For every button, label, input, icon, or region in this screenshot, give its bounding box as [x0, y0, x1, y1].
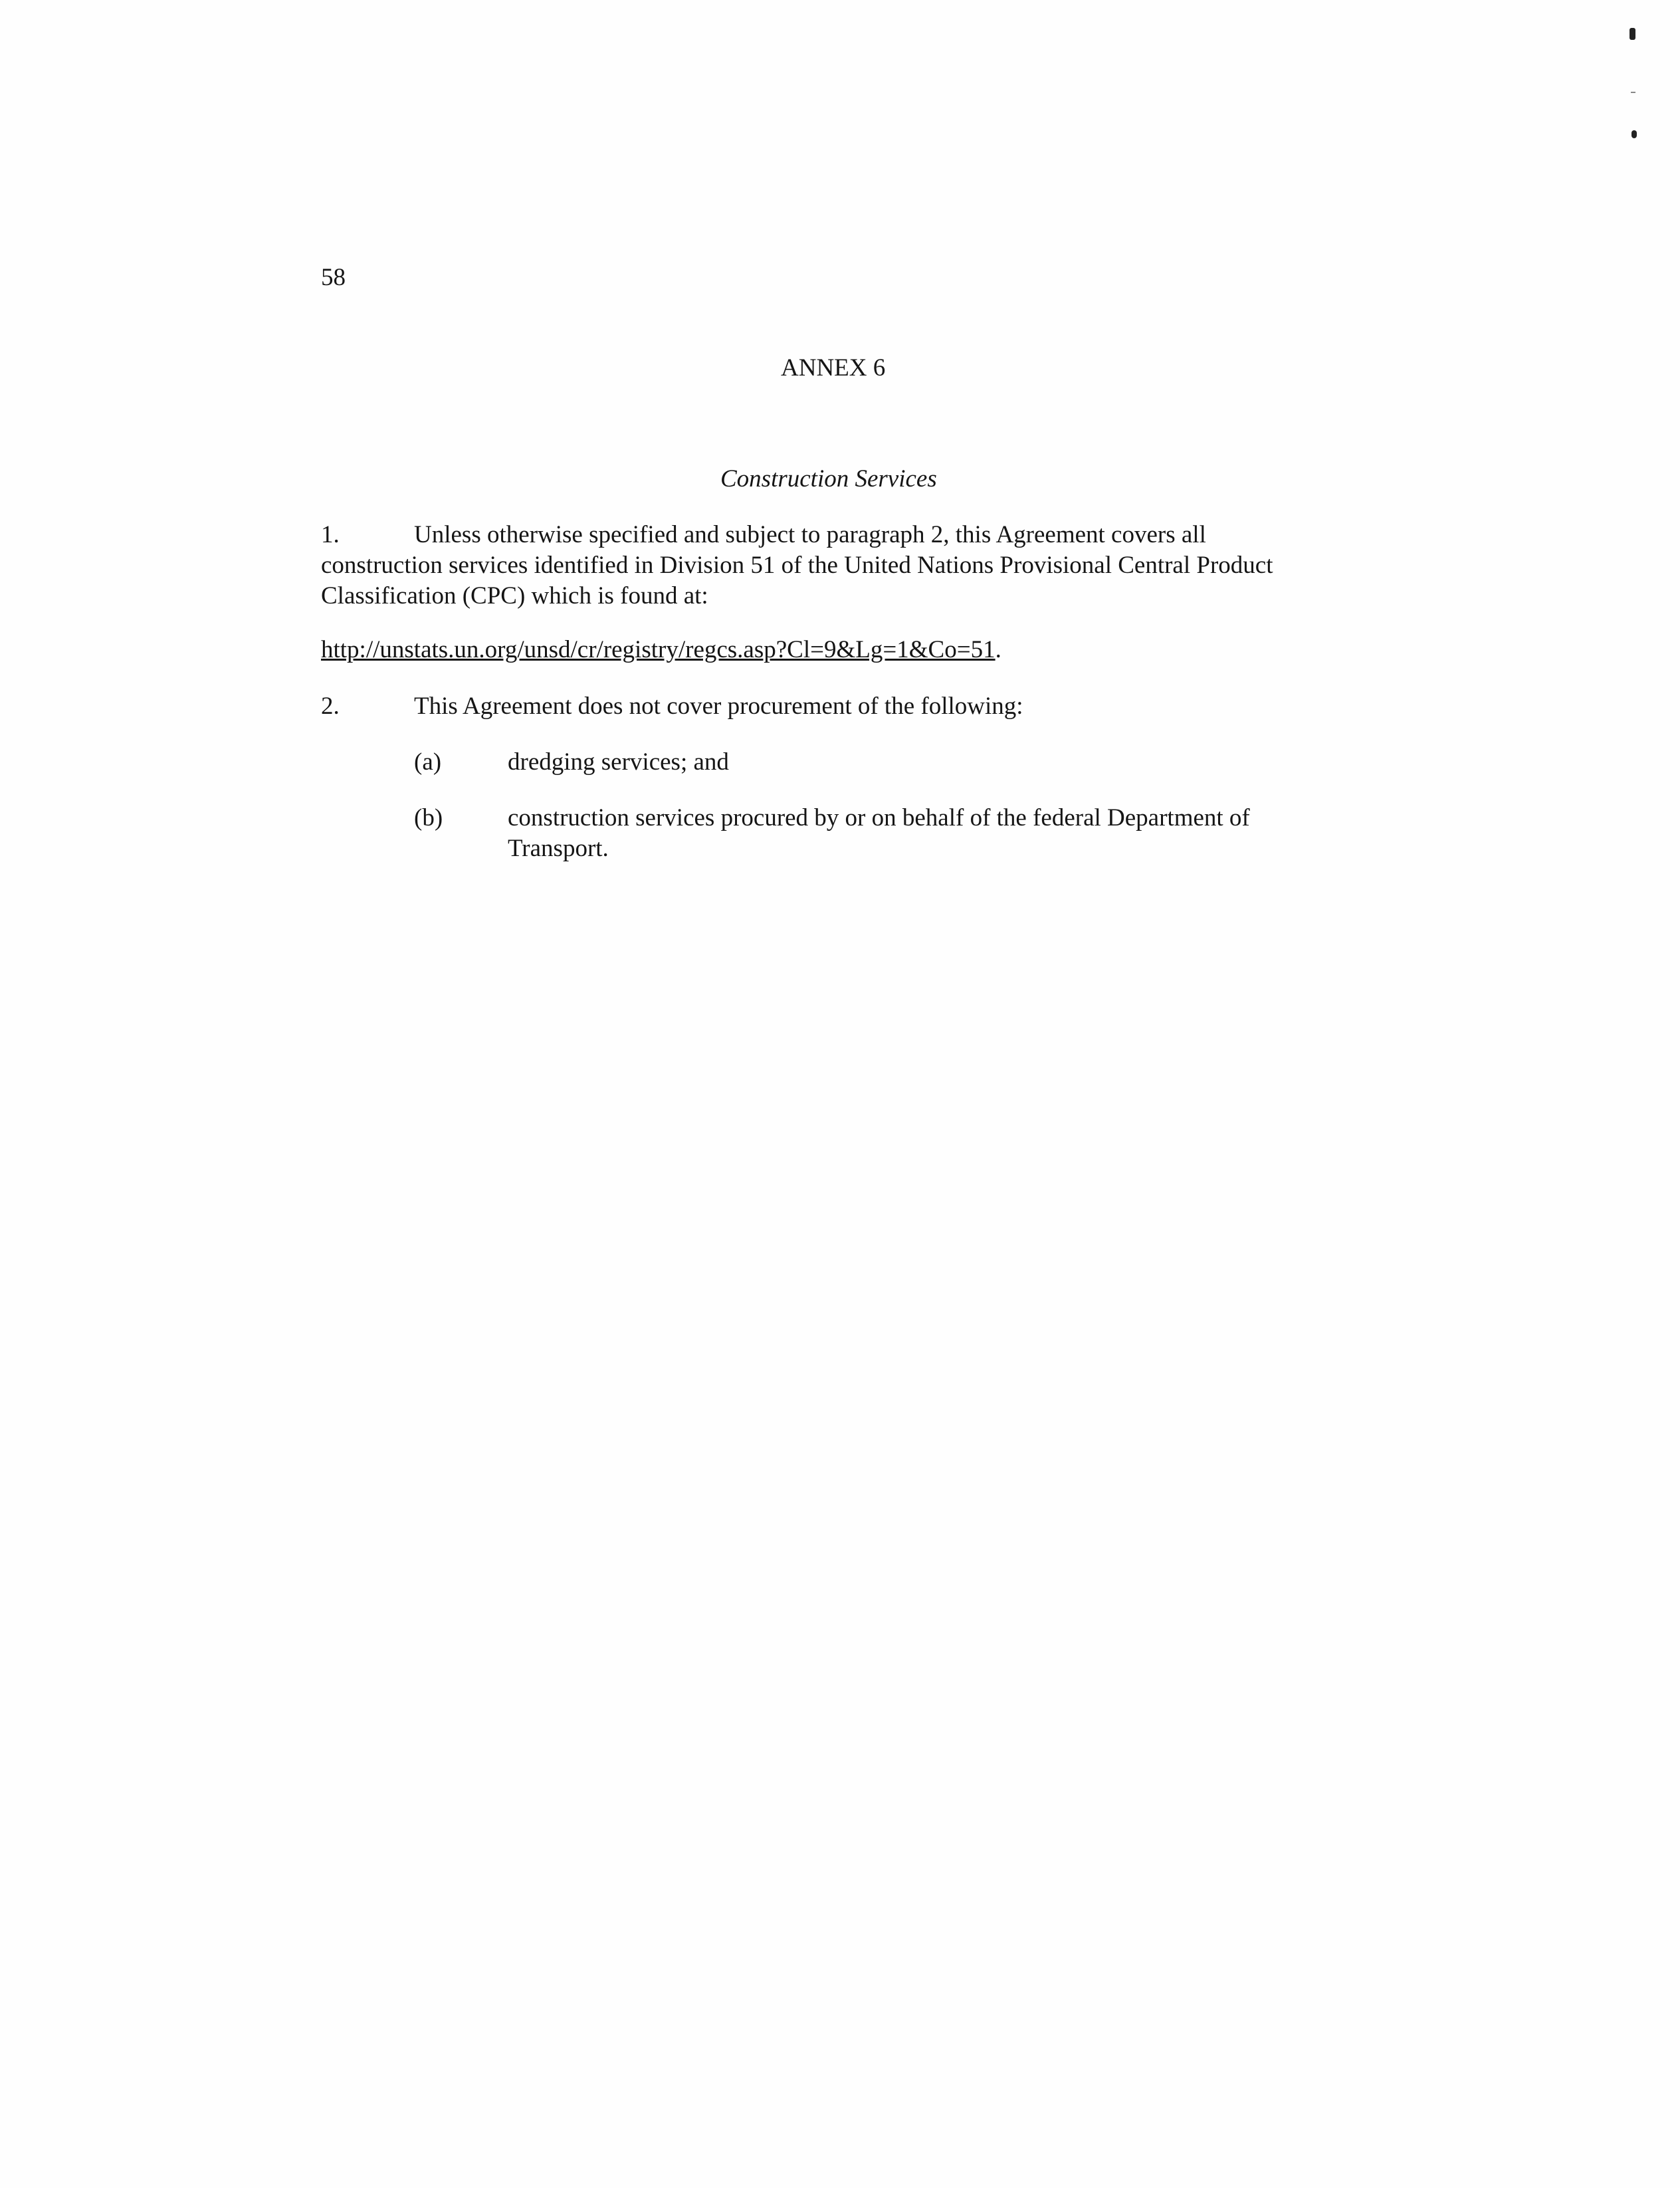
scan-artifact-mark [1631, 92, 1635, 93]
cpc-registry-link[interactable]: http://unstats.un.org/unsd/cr/registry/regcs.asp?Cl=9&Lg=1&Co=51 [321, 636, 996, 663]
url-line [321, 635, 1001, 665]
scan-artifact-mark [1629, 28, 1635, 40]
paragraph-2-number: 2. [321, 693, 340, 720]
list-item-a-label: (a) [414, 748, 442, 776]
annex-heading: ANNEX 6 [781, 354, 886, 382]
list-item-b-text-line-1: construction services procured by or on behalf of the federal Department of [508, 804, 1250, 831]
scan-artifact-mark [1631, 130, 1637, 138]
paragraph-1-line-2: construction services identified in Division 51 of the United Nations Provisional Central Product [321, 552, 1273, 579]
url-trailing-punctuation: . [995, 636, 1001, 663]
paragraph-1-number: 1. [321, 521, 340, 548]
list-item-b-label: (b) [414, 804, 443, 831]
section-title: Construction Services [720, 465, 937, 492]
paragraph-1-line-1: Unless otherwise specified and subject to paragraph 2, this Agreement covers all [414, 521, 1206, 548]
paragraph-2-text: This Agreement does not cover procurement of the following: [414, 693, 1023, 720]
paragraph-1-line-3: Classification (CPC) which is found at: [321, 582, 708, 609]
page-number: 58 [321, 264, 346, 291]
list-item-a-text: dredging services; and [508, 748, 729, 776]
list-item-b-text-line-2: Transport. [508, 835, 609, 862]
